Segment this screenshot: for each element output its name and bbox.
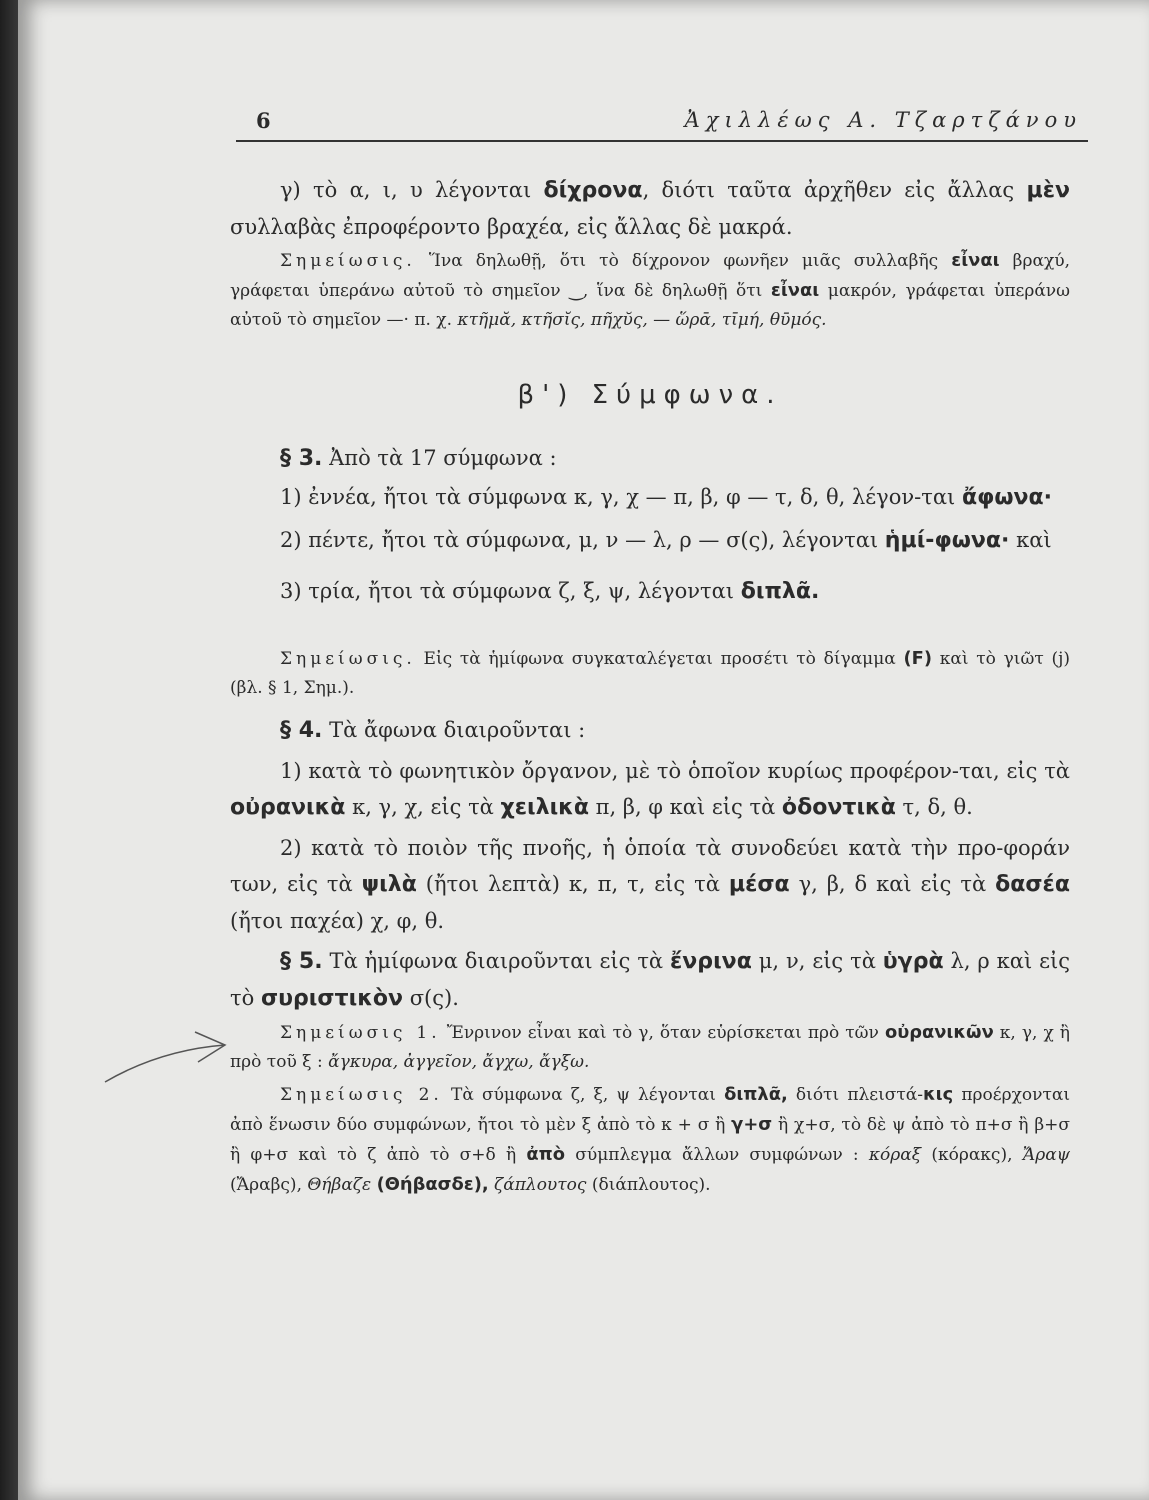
paragraph-text: γ) τὸ α, ι, υ λέγονται δίχρονα, διότι ταῦτα ἀρχῆθεν εἰς ἄλλας μὲν συλλαβὰς ἐπροφέροντο βραχέα, εἰς ἄλλας δὲ μακρά. (230, 178, 1070, 239)
para3-item-3: 3) τρία, ἤτοι τὰ σύμφωνα ζ, ξ, ψ, λέγονται διπλᾶ. (280, 579, 820, 604)
note-text: Σημείωσις. Ἵνα δηλωθῇ, ὅτι τὸ δίχρονον φωνῆεν μιᾶς συλλαβῆς εἶναι βραχύ, γράφεται ὑπεράνω αὐτοῦ τὸ σημεῖον ‿, ἵνα δὲ δηλωθῇ ὅτι εἶναι μακρόν, γράφεται ὑπεράνω αὐτοῦ τὸ σημεῖον —· π. χ. κτῆμᾰ, κτῆσῐς, πῆχῠς, — ὥρᾱ, τῑμή, θῡμός. (230, 250, 1071, 330)
handwritten-arrow (100, 1010, 240, 1090)
note-4 (230, 1080, 1070, 1200)
note-text: Σημείωσις 2. Τὰ σύμφωνα ζ, ξ, ψ λέγονται διπλᾶ, διότι πλειστά-κις προέρχονται ἀπὸ ἕνωσιν δύο συμφώνων, ἤτοι τὸ μὲν ξ ἀπὸ τὸ κ + σ ἢ γ+σ ἢ χ+σ, τὸ δὲ ψ ἀπὸ τὸ π+σ ἢ β+σ ἢ φ+σ καὶ τὸ ζ ἀπὸ τὸ σ+δ ἢ ἀπὸ σύμπλεγμα ἄλλων συμφώνων : κόραξ (κόρακς), Ἄραψ (Ἄραβς), Θήβαζε (Θήβασδε), ζάπλουτος (διάπλουτος). (230, 1084, 1070, 1195)
para3-item-2: 2) πέντε, ἤτοι τὰ σύμφωνα, μ, ν — λ, ρ — σ(ς), λέγονται ἡμί-φωνα· καὶ (280, 528, 1052, 553)
para5: § 5. Τὰ ἡμίφωνα διαιροῦνται εἰς τὰ ἔνρινα μ, ν, εἰς τὰ ὑγρὰ λ, ρ καὶ εἰς τὸ συριστικὸν σ(ς). (230, 949, 1070, 1011)
para3-intro: § 3. Ἀπὸ τὰ 17 σύμφωνα : (280, 446, 557, 471)
page-header (236, 104, 1088, 142)
note-text: Σημείωσις. Εἰς τὰ ἡμίφωνα συγκαταλέγεται προσέτι τὸ δίγαμμα (F) καὶ τὸ γιῶτ (j) (βλ. § 1, Σημ.). (230, 648, 1070, 698)
running-head: Ἀχιλλέως Α. Τζαρτζάνου (684, 108, 1082, 132)
paragraph-4 (230, 712, 1070, 1017)
para4-item-1: 1) κατὰ τὸ φωνητικὸν ὄργανον, μὲ τὸ ὁποῖον κυρίως προφέρον-ται, εἰς τὰ οὐρανικὰ κ, γ, χ, εἰς τὰ χειλικὰ π, β, φ καὶ εἰς τὰ ὀδοντικὰ τ, δ, θ. (230, 759, 1070, 820)
paragraph-3 (230, 440, 1070, 610)
paragraph-gamma (230, 172, 1070, 245)
page-number: 6 (256, 108, 271, 133)
para4-item-2: 2) κατὰ τὸ ποιὸν τῆς πνοῆς, ἡ ὁποία τὰ συνοδεύει κατὰ τὴν προ-φοράν των, εἰς τὰ ψιλὰ (ἤτοι λεπτὰ) κ, π, τ, εἰς τὰ μέσα γ, β, δ καὶ εἰς τὰ δασέα (ἤτοι παχέα) χ, φ, θ. (230, 836, 1070, 933)
note-2 (230, 644, 1070, 703)
section-title: β') Σύμφωνα. (517, 380, 783, 410)
note-3 (230, 1018, 1070, 1077)
para4-intro: § 4. Τὰ ἄφωνα διαιροῦνται : (280, 718, 586, 743)
note-1 (230, 246, 1070, 335)
note-text: Σημείωσις 1. Ἔνρινον εἶναι καὶ τὸ γ, ὅταν εὑρίσκεται πρὸ τῶν οὐρανικῶν κ, γ, χ ἢ πρὸ τοῦ ξ : ἄγκυρα, ἀγγεῖον, ἄγχω, ἄγξω. (230, 1022, 1070, 1072)
para3-item-1: 1) ἐννέα, ἤτοι τὰ σύμφωνα κ, γ, χ — π, β, φ — τ, δ, θ, λέγον-ται ἄφωνα· (280, 485, 1053, 510)
